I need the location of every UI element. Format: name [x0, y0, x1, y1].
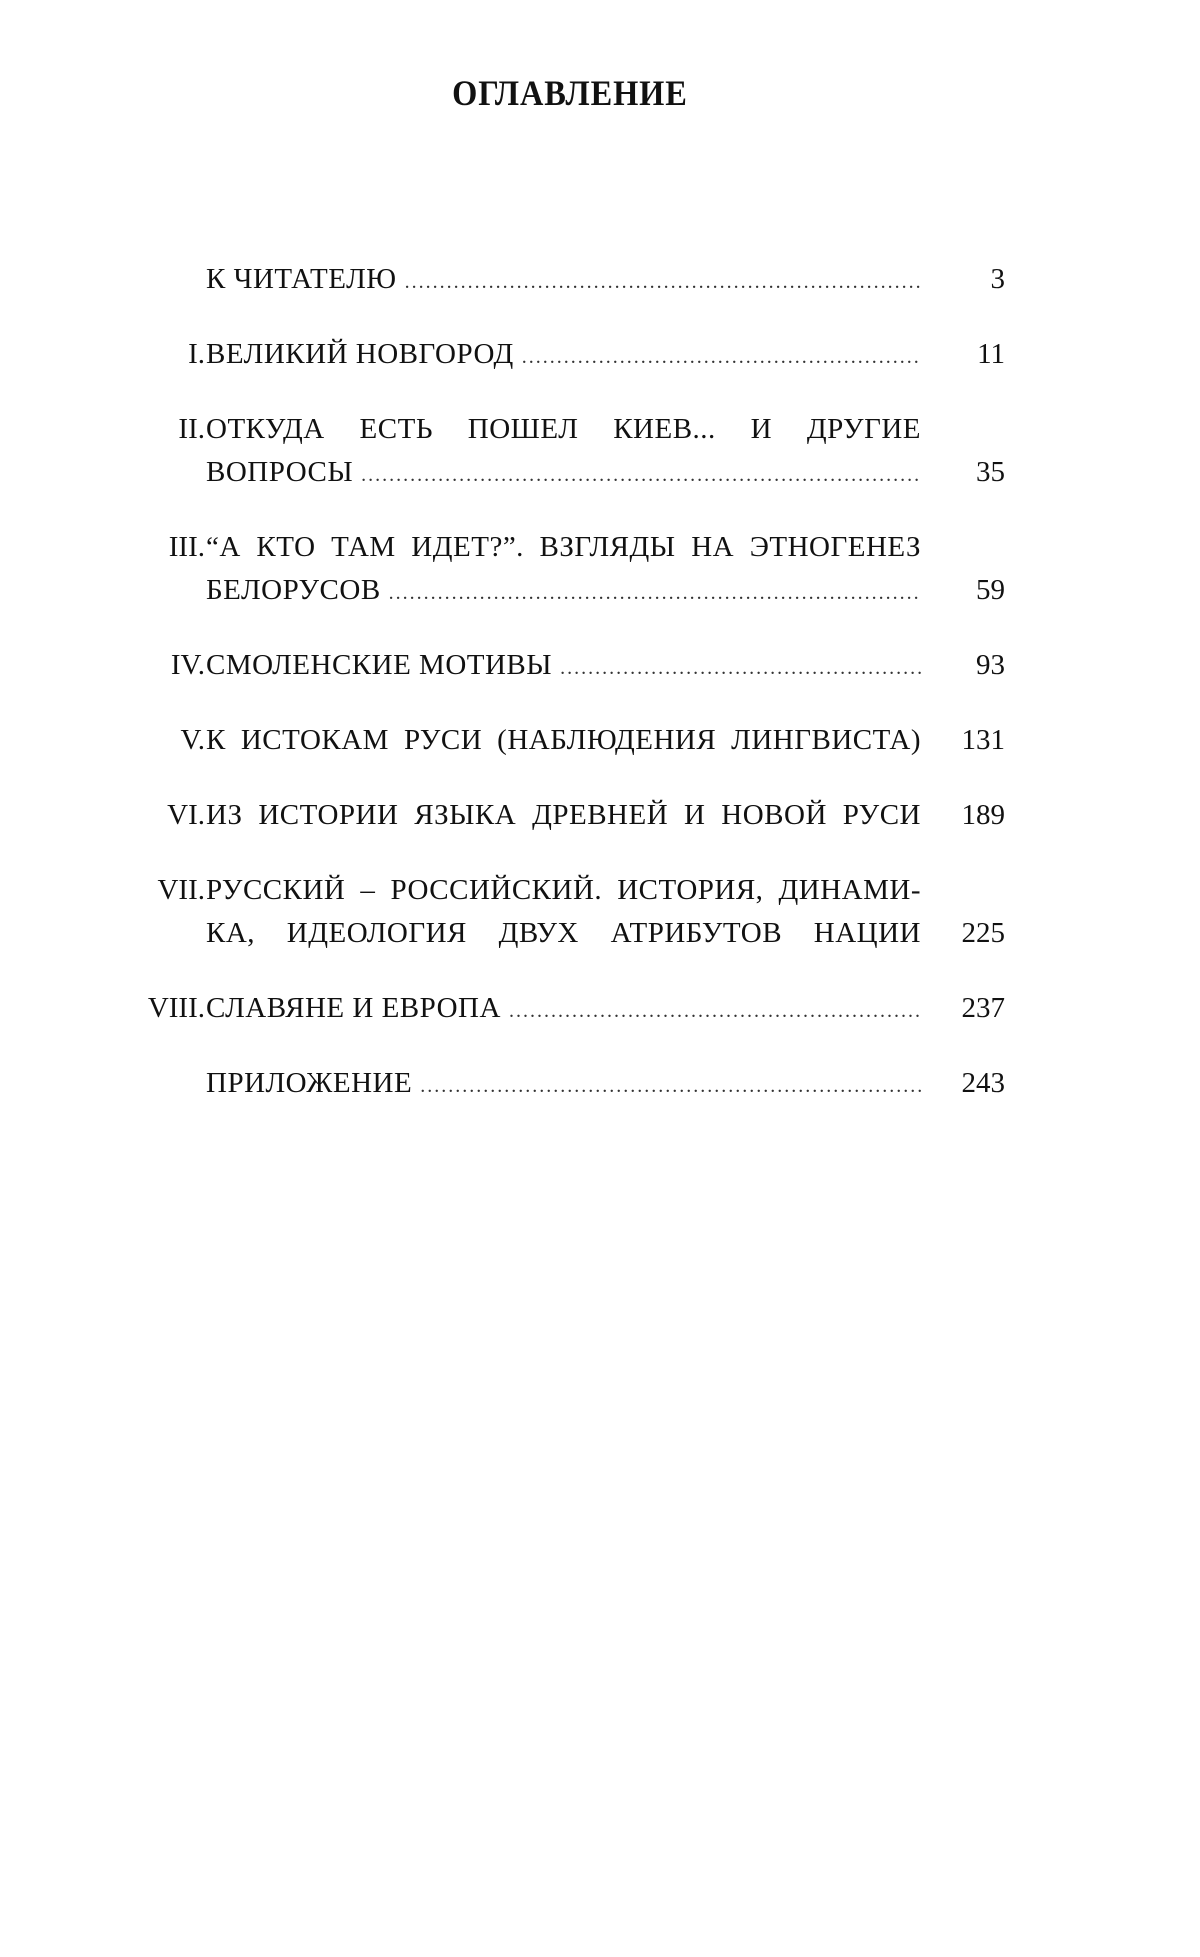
toc-entry: [130, 719, 1010, 762]
chapter-number: V.: [180, 724, 205, 756]
chapter-number: I.: [188, 338, 205, 370]
page-number: 237: [961, 992, 1005, 1024]
chapter-number: II.: [178, 413, 205, 445]
page-number: 225: [961, 917, 1005, 949]
chapter-number: III.: [168, 531, 205, 563]
chapter-title-line: РУССКИЙ – РОССИЙСКИЙ. ИСТОРИЯ, ДИНАМИ-: [206, 874, 921, 906]
chapter-title-line: КА, ИДЕОЛОГИЯ ДВУХ АТРИБУТОВ НАЦИИ: [206, 917, 921, 949]
page-number: 3: [990, 263, 1005, 295]
dot-leader: [405, 261, 921, 304]
page-number: 189: [961, 799, 1005, 831]
page-number: 243: [961, 1067, 1005, 1099]
toc-entry: [130, 794, 1010, 837]
toc-entry: [130, 987, 1010, 1030]
chapter-title: К ЧИТАТЕЛЮ: [206, 263, 397, 295]
page-title: ОГЛАВЛЕНИЕ: [452, 73, 688, 113]
dot-leader: [361, 454, 921, 497]
dot-leader: [389, 572, 921, 615]
table-of-contents: [130, 258, 1010, 1137]
toc-entry: [130, 258, 1010, 301]
toc-entry: [130, 644, 1010, 687]
page-number: 35: [976, 456, 1005, 488]
chapter-title: ВЕЛИКИЙ НОВГОРОД: [206, 338, 514, 370]
chapter-title: ВОПРОСЫ: [206, 456, 354, 488]
toc-entry: [130, 1062, 1010, 1105]
page-number: 93: [976, 649, 1005, 681]
page-number: 11: [977, 338, 1005, 370]
toc-entry: [130, 408, 1010, 494]
chapter-number: VIII.: [147, 992, 205, 1024]
chapter-title: БЕЛОРУСОВ: [206, 574, 381, 606]
toc-entry: [130, 526, 1010, 612]
dot-leader: [522, 336, 921, 379]
chapter-number: VII.: [157, 874, 205, 906]
chapter-title: СЛАВЯНЕ И ЕВРОПА: [206, 992, 501, 1024]
chapter-title-line: “А КТО ТАМ ИДЕТ?”. ВЗГЛЯДЫ НА ЭТНОГЕНЕЗ: [206, 531, 921, 563]
chapter-number: VI.: [167, 799, 205, 831]
chapter-title: ИЗ ИСТОРИИ ЯЗЫКА ДРЕВНЕЙ И НОВОЙ РУСИ: [206, 799, 921, 831]
chapter-title: К ИСТОКАМ РУСИ (НАБЛЮДЕНИЯ ЛИНГВИСТА): [206, 724, 921, 756]
chapter-title: ПРИЛОЖЕНИЕ: [206, 1067, 413, 1099]
chapter-title-line: ОТКУДА ЕСТЬ ПОШЕЛ КИЕВ... И ДРУГИЕ: [206, 413, 921, 445]
toc-entry: [130, 869, 1010, 955]
page-number: 131: [961, 724, 1005, 756]
dot-leader: [509, 990, 921, 1033]
dot-leader: [420, 1065, 921, 1108]
chapter-title: СМОЛЕНСКИЕ МОТИВЫ: [206, 649, 553, 681]
dot-leader: [560, 647, 921, 690]
toc-entry: [130, 333, 1010, 376]
page-number: 59: [976, 574, 1005, 606]
chapter-number: IV.: [170, 649, 205, 681]
